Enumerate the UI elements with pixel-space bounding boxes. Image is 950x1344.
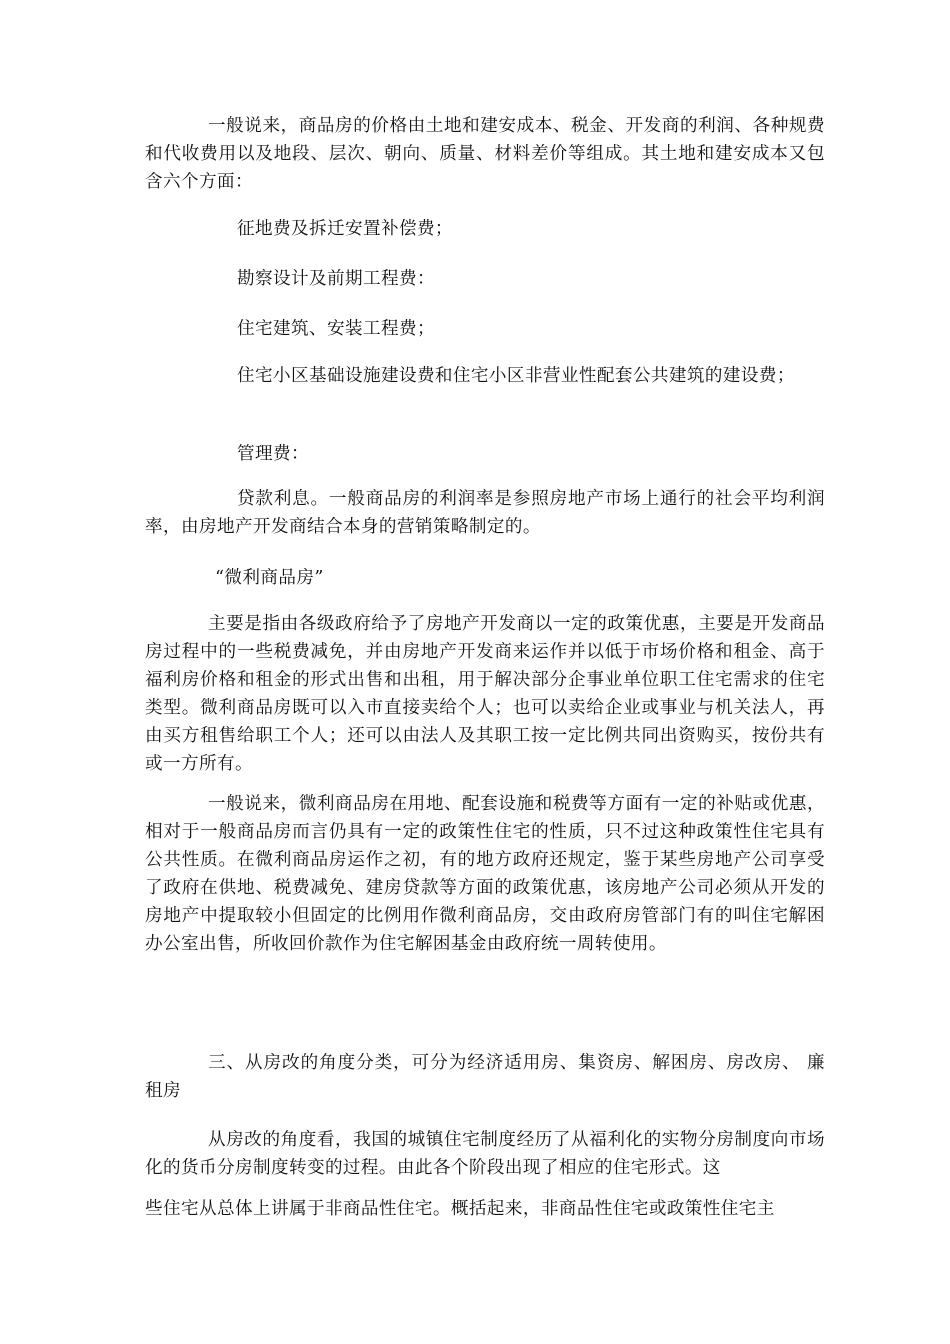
list-item-land-fee: 征地费及拆迁安置补偿费； [237,219,453,239]
definition-paragraph: 主要是指由各级政府给予了房地产开发商以一定的政策优惠，主要是开发商品房过程中的一些税费减免，并由房地产开发商来运作并以低于市场价格和租金、高于福利房价格和租金的形式出售和出租，用于解决部分企事业单位职工住宅需求的住宅类型。微利商品房既可以入市直接卖给个人；也可以卖给企业或事业与机关法人，再由买方租售给职工个人；还可以由法人及其职工按一定比例共同出资购买，按份共有或一方所有。 [145,614,825,774]
intro-paragraph: 一般说来，商品房的价格由土地和建安成本、税金、开发商的利润、各种规费和代收费用以及地段、层次、朝向、质量、材料差价等组成。其土地和建安成本又包含六个方面： [145,116,825,192]
general-paragraph: 一般说来，微利商品房在用地、配套设施和税费等方面有一定的补贴或优惠，相对于一般商品房而言仍具有一定的政策性住宅的性质，只不过这种政策性住宅具有公共性质。在微利商品房运作之初，有的地方政府还规定，鉴于某些房地产公司享受了政府在供地、税费减免、建房贷款等方面的政策优惠，该房地产公司必须从开发的房地产中提取较小但固定的比例用作微利商品房，交由政府房管部门有的叫住宅解困办公室出售，所收回价款作为住宅解困基金由政府统一周转使用。 [145,794,825,954]
section-three-heading: 三、从房改的角度分类，可分为经济适用房、集资房、解困房、房改房、 廉租房 [145,1053,825,1101]
list-item-survey-fee: 勘察设计及前期工程费： [237,269,435,289]
reform-paragraph: 从房改的角度看，我国的城镇住宅制度经历了从福利化的实物分房制度向市场化的货币分房制度转变的过程。由此各个阶段出现了相应的住宅形式。这 [145,1130,825,1178]
continuation-paragraph: 些住宅从总体上讲属于非商品性住宅。概括起来，非商品性住宅或政策性住宅主 [145,1199,775,1219]
list-item-construction-fee: 住宅建筑、安装工程费； [237,319,435,339]
list-item-loan-interest: 贷款利息。一般商品房的利润率是参照房地产市场上通行的社会平均利润率，由房地产开发商结合本身的营销策略制定的。 [145,489,825,537]
list-item-management-fee: 管理费： [237,444,309,464]
section-heading-low-profit-housing: “微利商品房” [215,568,324,588]
list-item-infrastructure-fee: 住宅小区基础设施建设费和住宅小区非营业性配套公共建筑的建设费； [237,366,795,386]
